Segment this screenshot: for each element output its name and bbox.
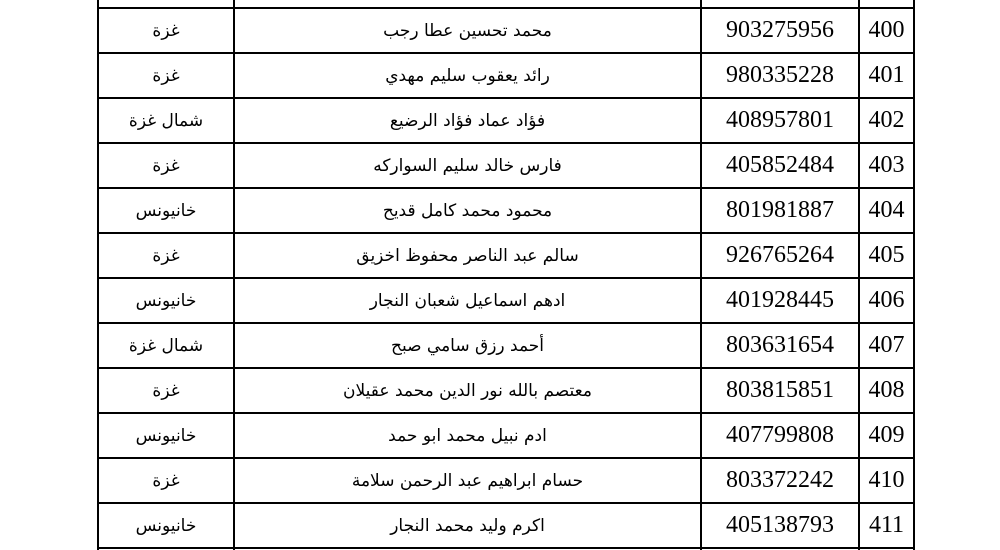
row-number-cell: 410 [859,458,914,503]
city-cell: غزة [98,233,234,278]
name-cell: فارس خالد سليم السواركه [234,143,701,188]
id-number-cell: 401928445 [701,278,859,323]
city-cell: خانيونس [98,188,234,233]
city-cell [98,0,234,8]
table-row [98,323,914,368]
row-number-cell: 401 [859,53,914,98]
roster-table [97,0,915,550]
table-row [98,188,914,233]
city-cell: غزة [98,53,234,98]
city-cell: خانيونس [98,413,234,458]
name-cell: محمد تحسين عطا رجب [234,8,701,53]
name-cell: فؤاد عماد فؤاد الرضيع [234,98,701,143]
table-row [98,233,914,278]
row-number-cell: 404 [859,188,914,233]
row-number-cell: 403 [859,143,914,188]
table-row [98,98,914,143]
name-cell [234,0,701,8]
city-cell: غزة [98,368,234,413]
city-cell: غزة [98,458,234,503]
name-cell: معتصم بالله نور الدين محمد عقيلان [234,368,701,413]
table-row [98,413,914,458]
id-number-cell: 803815851 [701,368,859,413]
name-cell: رائد يعقوب سليم مهدي [234,53,701,98]
id-number-cell: 405138793 [701,503,859,548]
id-number-cell: 980335228 [701,53,859,98]
row-number-cell: 400 [859,8,914,53]
id-number-cell: 803631654 [701,323,859,368]
row-number-cell [859,0,914,8]
table-row [98,0,914,8]
name-cell: محمود محمد كامل قديح [234,188,701,233]
name-cell: سالم عبد الناصر محفوظ اخزيق [234,233,701,278]
id-number-cell: 801981887 [701,188,859,233]
table-row [98,503,914,548]
city-cell: شمال غزة [98,98,234,143]
id-number-cell: 408957801 [701,98,859,143]
id-number-cell: 407799808 [701,413,859,458]
table-row [98,458,914,503]
city-cell: غزة [98,143,234,188]
row-number-cell: 408 [859,368,914,413]
row-number-cell: 411 [859,503,914,548]
name-cell: أحمد رزق سامي صبح [234,323,701,368]
name-cell: ادهم اسماعيل شعبان النجار [234,278,701,323]
city-cell: غزة [98,8,234,53]
table-row [98,53,914,98]
city-cell: شمال غزة [98,323,234,368]
city-cell: خانيونس [98,278,234,323]
row-number-cell: 406 [859,278,914,323]
row-number-cell: 405 [859,233,914,278]
id-number-cell: 903275956 [701,8,859,53]
table-row [98,278,914,323]
name-cell: اكرم وليد محمد النجار [234,503,701,548]
row-number-cell: 407 [859,323,914,368]
name-cell: ادم نبيل محمد ابو حمد [234,413,701,458]
city-cell: خانيونس [98,503,234,548]
row-number-cell: 402 [859,98,914,143]
table-row [98,143,914,188]
id-number-cell: 405852484 [701,143,859,188]
name-cell: حسام ابراهيم عبد الرحمن سلامة [234,458,701,503]
id-number-cell [701,0,859,8]
table-row [98,368,914,413]
row-number-cell: 409 [859,413,914,458]
table-row [98,8,914,53]
id-number-cell: 803372242 [701,458,859,503]
id-number-cell: 926765264 [701,233,859,278]
